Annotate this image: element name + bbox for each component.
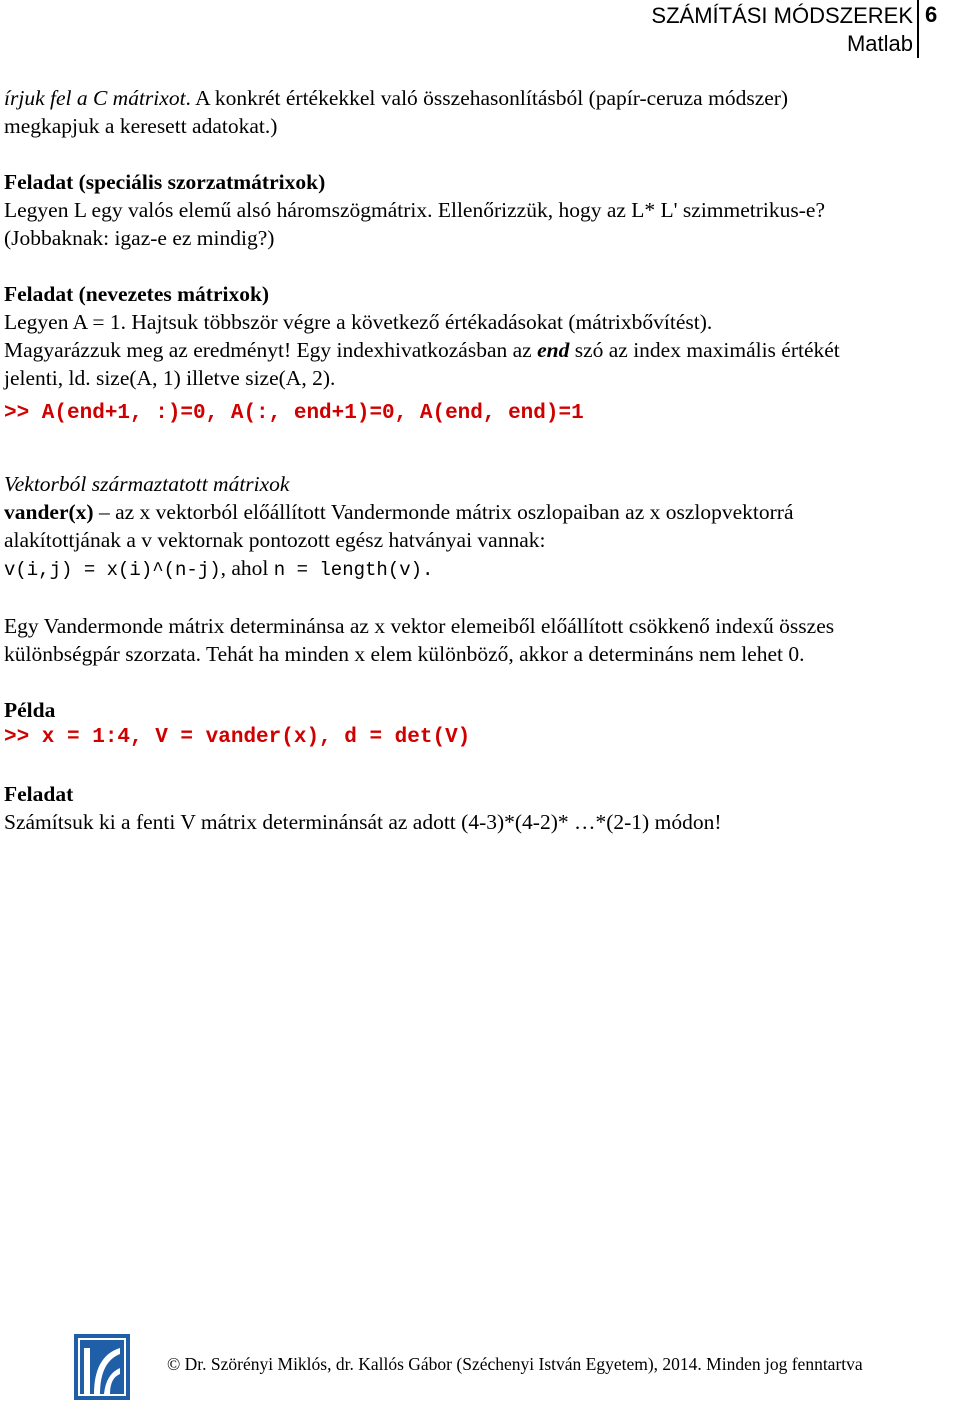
page-number: 6	[925, 2, 938, 27]
intro-line2: megkapjuk a keresett adatokat.)	[4, 114, 278, 138]
det-line2: különbségpár szorzata. Tehát ha minden x elem különböző, akkor a determináns nem lehet 0.	[4, 642, 805, 666]
end-keyword: end	[537, 338, 570, 362]
page-header	[0, 0, 960, 62]
intro-italic: írjuk fel a C mátrixot	[4, 86, 186, 110]
task-determinant	[4, 780, 956, 836]
task3-heading: Feladat	[4, 782, 74, 806]
vander-formula1: v(i,j) = x(i)^(n-j)	[4, 559, 221, 581]
task1-heading: Feladat (speciális szorzatmátrixok)	[4, 170, 326, 194]
intro-paragraph	[4, 84, 956, 140]
header-subtitle: Matlab	[846, 31, 913, 56]
task2-line2-post: szó az index maximális értékét	[569, 338, 840, 362]
header-divider	[917, 0, 919, 58]
task2-code: >> A(end+1, :)=0, A(:, end+1)=0, A(end, end)=1	[4, 402, 584, 425]
task2-line2	[4, 336, 956, 364]
task2-line1: Legyen A = 1. Hajtsuk többször végre a következő értékadásokat (mátrixbővítést).	[4, 310, 713, 334]
vander-ahol: , ahol	[220, 556, 274, 580]
task1-line2: (Jobbaknak: igaz-e ez mindig?)	[4, 226, 275, 250]
vander-line1-rest: – az x vektorból előállított Vandermonde mátrix oszlopaiban az x oszlopvektorrá	[93, 500, 794, 524]
task-special-products	[4, 168, 956, 252]
vander-term: vander(x)	[4, 500, 94, 524]
task2-line2-pre: Magyarázzuk meg az eredményt! Egy indexhivatkozásban az	[4, 338, 538, 362]
determinant-paragraph	[4, 612, 956, 668]
vander-formula-line	[4, 554, 956, 584]
vander-line2: alakítottjának a v vektornak pontozott egész hatványai vannak:	[4, 528, 546, 552]
vander-line1	[4, 498, 956, 526]
vander-section	[4, 470, 956, 584]
task2-line3: jelenti, ld. size(A, 1) illetve size(A, 2).	[4, 366, 336, 390]
example-section	[4, 696, 956, 752]
task-named-matrices	[4, 280, 956, 428]
task3-line1: Számítsuk ki a fenti V mátrix determinánsát az adott (4-3)*(4-2)* …*(2-1) módon!	[4, 810, 722, 834]
det-line1: Egy Vandermonde mátrix determinánsa az x vektor elemeiből előállított csökkenő indexű összes	[4, 614, 835, 638]
intro-rest: . A konkrét értékekkel való összehasonlításból (papír-ceruza módszer)	[185, 86, 789, 110]
vander-formula2: n = length(v).	[273, 559, 434, 581]
example-code: >> x = 1:4, V = vander(x), d = det(V)	[4, 726, 471, 749]
university-logo-icon	[74, 1334, 130, 1400]
task2-heading: Feladat (nevezetes mátrixok)	[4, 282, 270, 306]
example-heading: Példa	[4, 698, 56, 722]
page-footer	[0, 1330, 960, 1405]
vander-heading: Vektorból származtatott mátrixok	[4, 472, 290, 496]
page-content	[4, 84, 956, 836]
copyright-text: © Dr. Szörényi Miklós, dr. Kallós Gábor (Széchenyi István Egyetem), 2014. Minden jog fenntartva	[167, 1354, 863, 1374]
header-title: SZÁMÍTÁSI MÓDSZEREK	[651, 3, 913, 28]
task1-line1: Legyen L egy valós elemű alsó háromszögmátrix. Ellenőrizzük, hogy az L* L' szimmetrikus-e?	[4, 198, 826, 222]
